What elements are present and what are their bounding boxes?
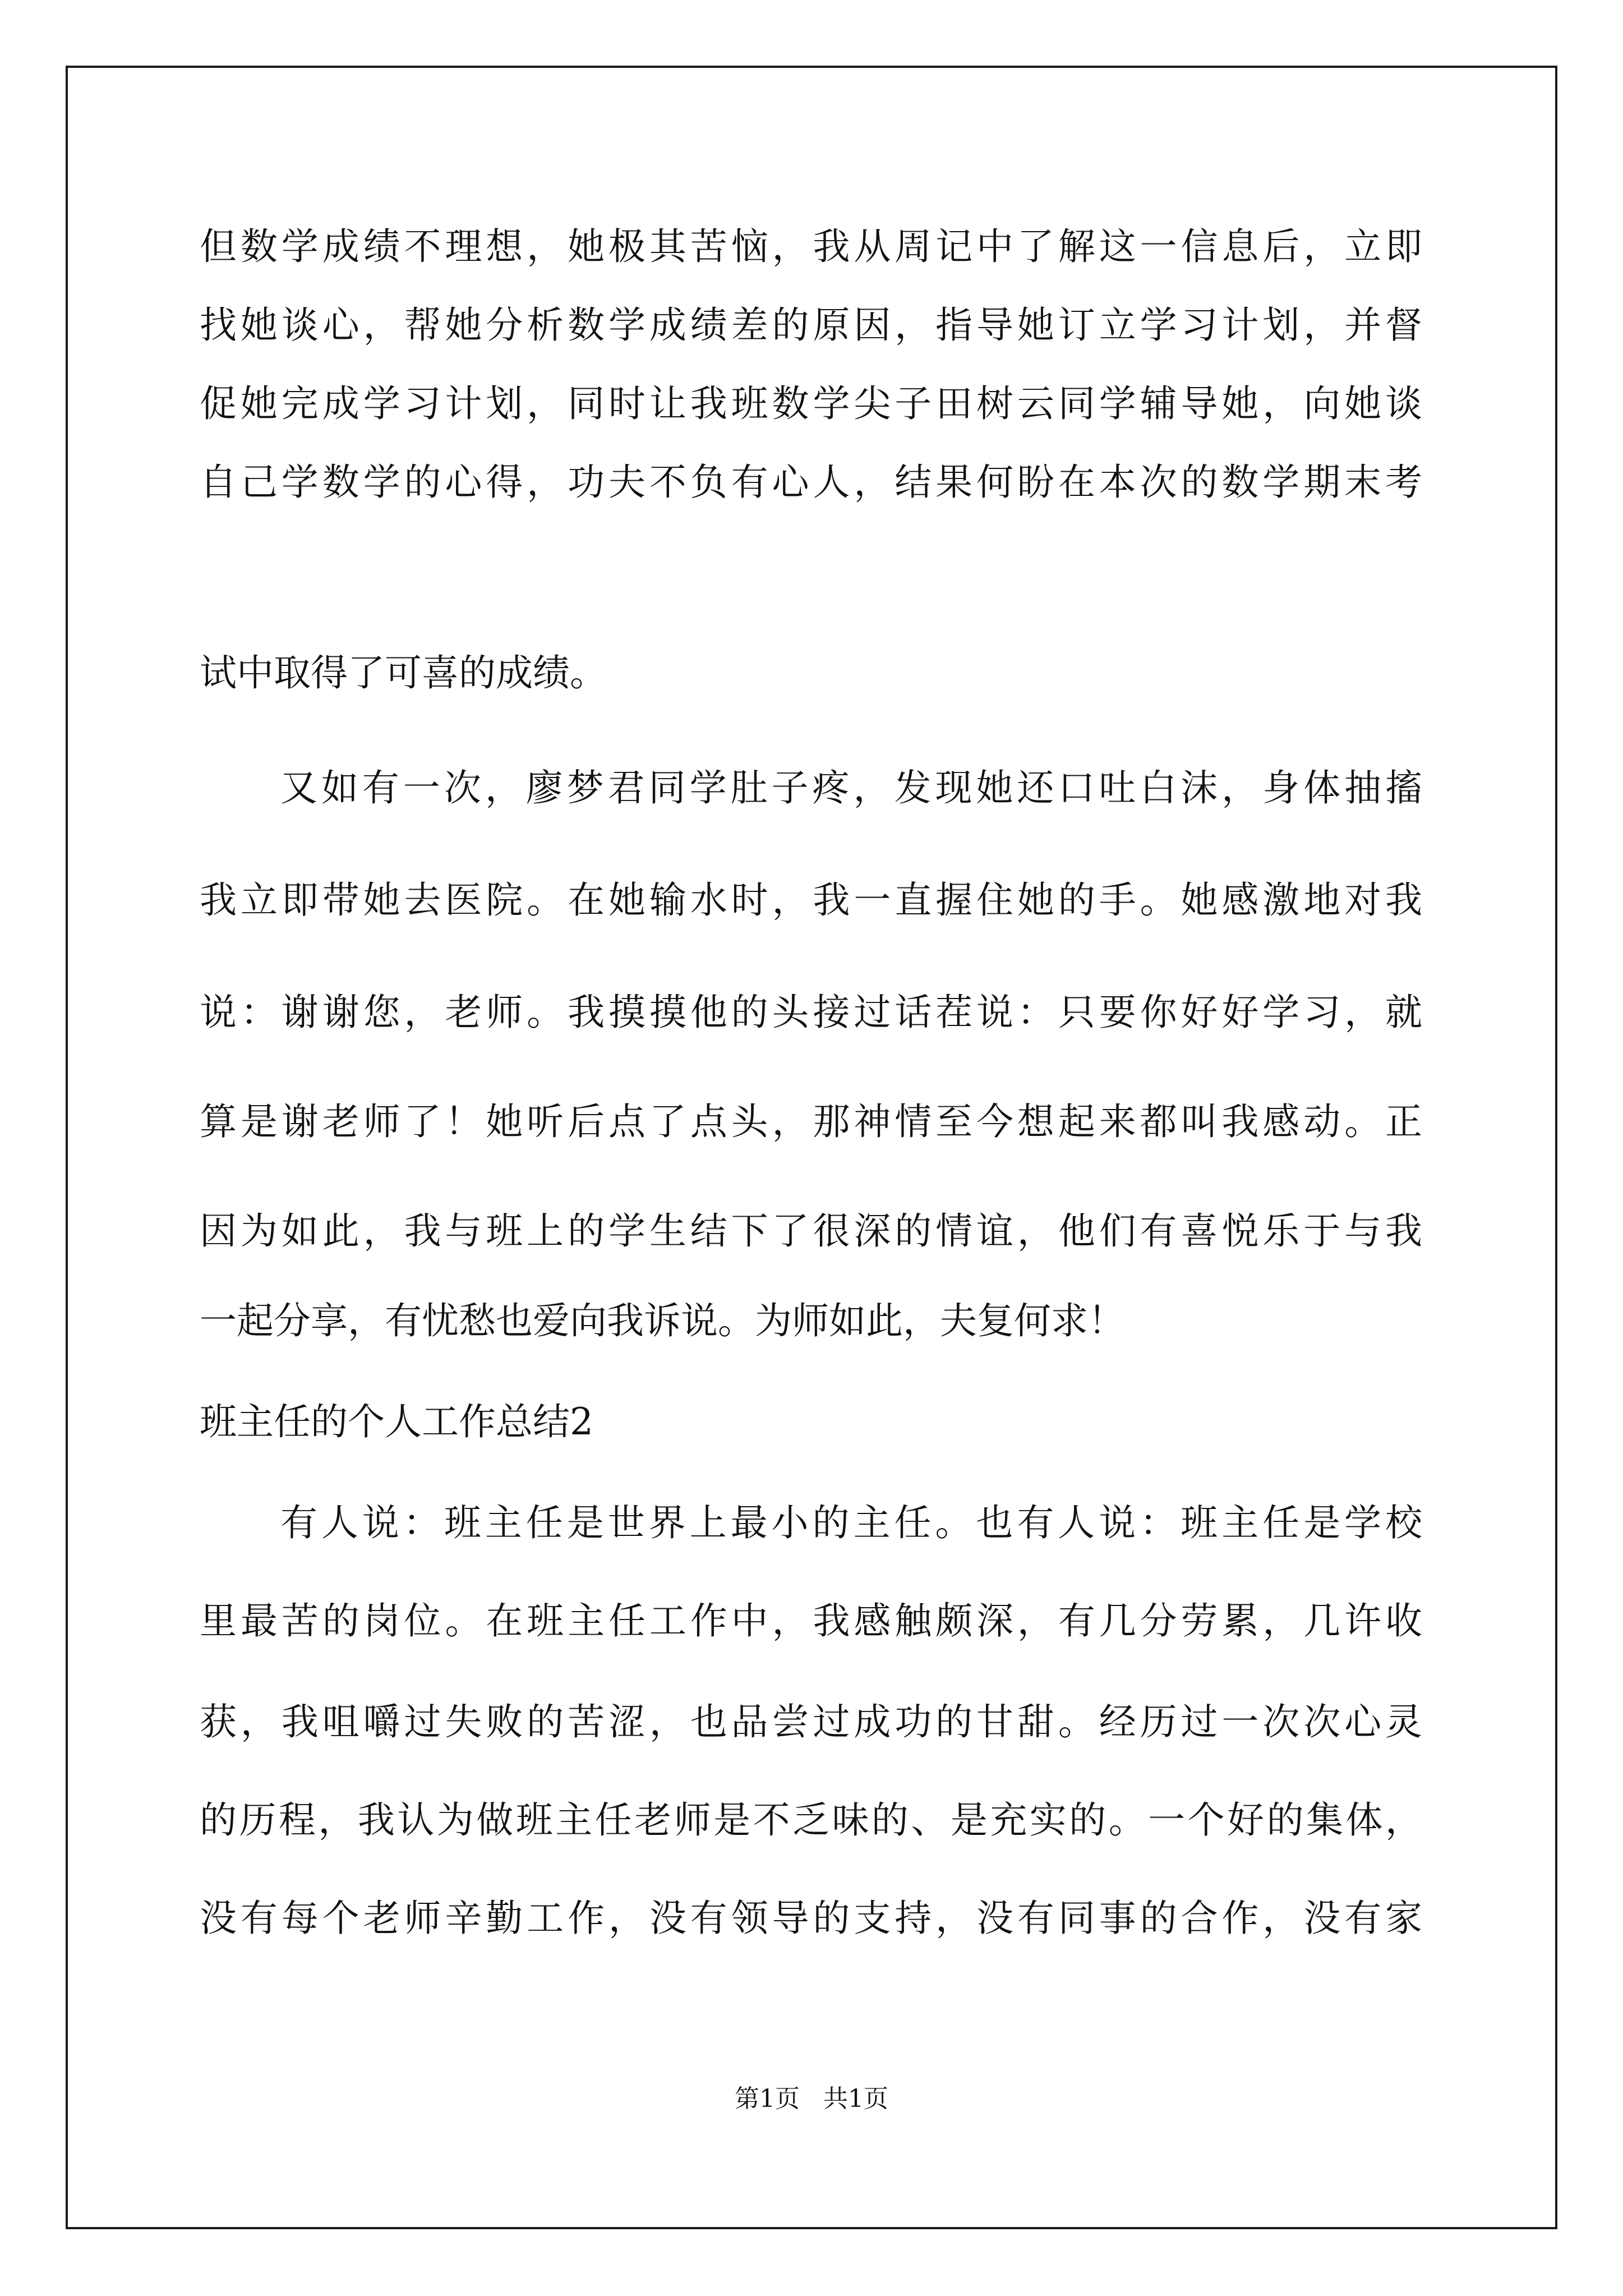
paragraph-line: 算是谢老师了！她听后点了点头，那神情至今想起来都叫我感动。正 — [200, 1100, 1422, 1143]
paragraph-line: 的历程，我认为做班主任老师是不乏味的、是充实的。一个好的集体， — [200, 1798, 1422, 1842]
paragraph-line: 自己学数学的心得，功夫不负有心人，结果何盼在本次的数学期末考 — [200, 461, 1422, 504]
paragraph-line: 有人说：班主任是世界上最小的主任。也有人说：班主任是学校 — [280, 1501, 1422, 1544]
paragraph-line: 获，我咀嚼过失败的苦涩，也品尝过成功的甘甜。经历过一次次心灵 — [200, 1700, 1422, 1743]
section-heading: 班主任的个人工作总结2 — [200, 1400, 593, 1443]
paragraph-line: 促她完成学习计划，同时让我班数学尖子田树云同学辅导她，向她谈 — [200, 382, 1422, 425]
paragraph-line: 找她谈心，帮她分析数学成绩差的原因，指导她订立学习计划，并督 — [200, 303, 1422, 347]
paragraph-line: 因为如此，我与班上的学生结下了很深的情谊，他们有喜悦乐于与我 — [200, 1209, 1422, 1253]
paragraph-line: 没有每个老师辛勤工作，没有领导的支持，没有同事的合作，没有家 — [200, 1897, 1422, 1940]
paragraph-line: 我立即带她去医院。在她输水时，我一直握住她的手。她感激地对我 — [200, 878, 1422, 922]
page-number-footer: 第1页 共1页 — [735, 2085, 888, 2113]
paragraph-line: 试中取得了可喜的成绩。 — [200, 651, 607, 694]
paragraph-line: 但数学成绩不理想，她极其苦恼，我从周记中了解这一信息后，立即 — [200, 225, 1422, 268]
paragraph-line: 里最苦的岗位。在班主任工作中，我感触颇深，有几分劳累，几许收 — [200, 1599, 1422, 1642]
paragraph-line: 说：谢谢您，老师。我摸摸他的头接过话茬说：只要你好好学习，就 — [200, 991, 1422, 1034]
paragraph-line: 又如有一次，廖梦君同学肚子疼，发现她还口吐白沫，身体抽搐 — [280, 766, 1422, 809]
paragraph-line: 一起分享，有忧愁也爱向我诉说。为师如此，夫复何求！ — [200, 1299, 1125, 1342]
